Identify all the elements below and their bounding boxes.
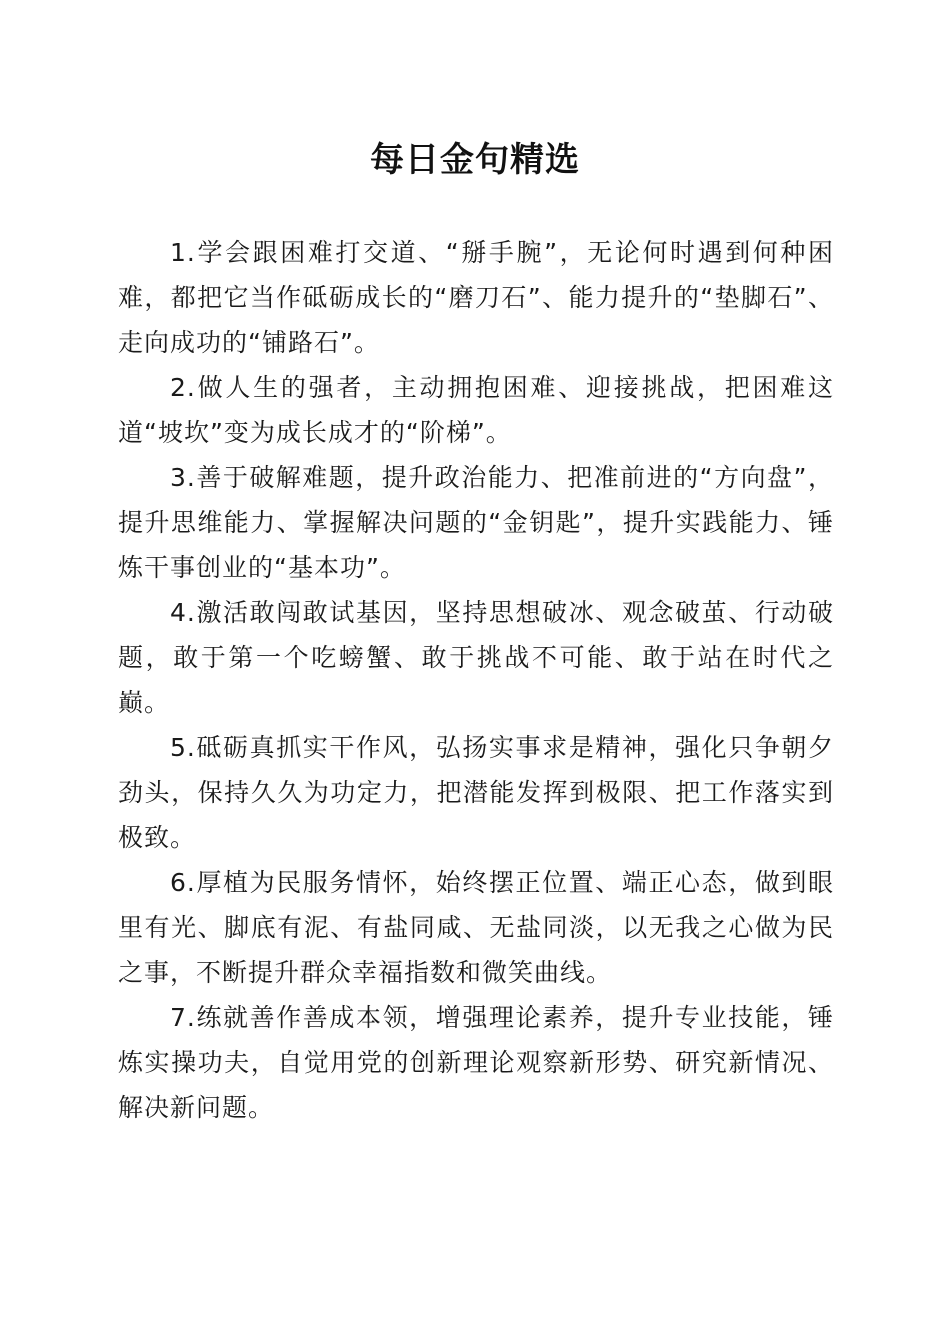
document-title: 每日金句精选 bbox=[370, 140, 580, 180]
paragraph-5: 5.砥砺真抓实干作风，弘扬实事求是精神，强化只争朝夕劲头，保持久久为功定力，把潜能发挥到极限、把工作落实到极致。 bbox=[118, 733, 834, 852]
paragraph-6: 6.厚植为民服务情怀，始终摆正位置、端正心态，做到眼里有光、脚底有泥、有盐同咸、无盐同淡，以无我之心做为民之事，不断提升群众幸福指数和微笑曲线。 bbox=[118, 868, 834, 987]
paragraph-1: 1.学会跟困难打交道、“掰手腕”，无论何时遇到何种困难，都把它当作砥砺成长的“磨刀石”、能力提升的“垫脚石”、走向成功的“铺路石”。 bbox=[118, 238, 834, 357]
document-body bbox=[118, 230, 834, 1130]
paragraph-7: 7.练就善作善成本领，增强理论素养，提升专业技能，锤炼实操功夫，自觉用党的创新理论观察新形势、研究新情况、解决新问题。 bbox=[118, 1003, 834, 1122]
paragraph-2: 2.做人生的强者，主动拥抱困难、迎接挑战，把困难这道“坡坎”变为成长成才的“阶梯”。 bbox=[118, 373, 834, 447]
paragraph-4: 4.激活敢闯敢试基因，坚持思想破冰、观念破茧、行动破题，敢于第一个吃螃蟹、敢于挑战不可能、敢于站在时代之巅。 bbox=[118, 598, 834, 717]
paragraph-3: 3.善于破解难题，提升政治能力、把准前进的“方向盘”，提升思维能力、掌握解决问题的“金钥匙”，提升实践能力、锤炼干事创业的“基本功”。 bbox=[118, 463, 834, 582]
